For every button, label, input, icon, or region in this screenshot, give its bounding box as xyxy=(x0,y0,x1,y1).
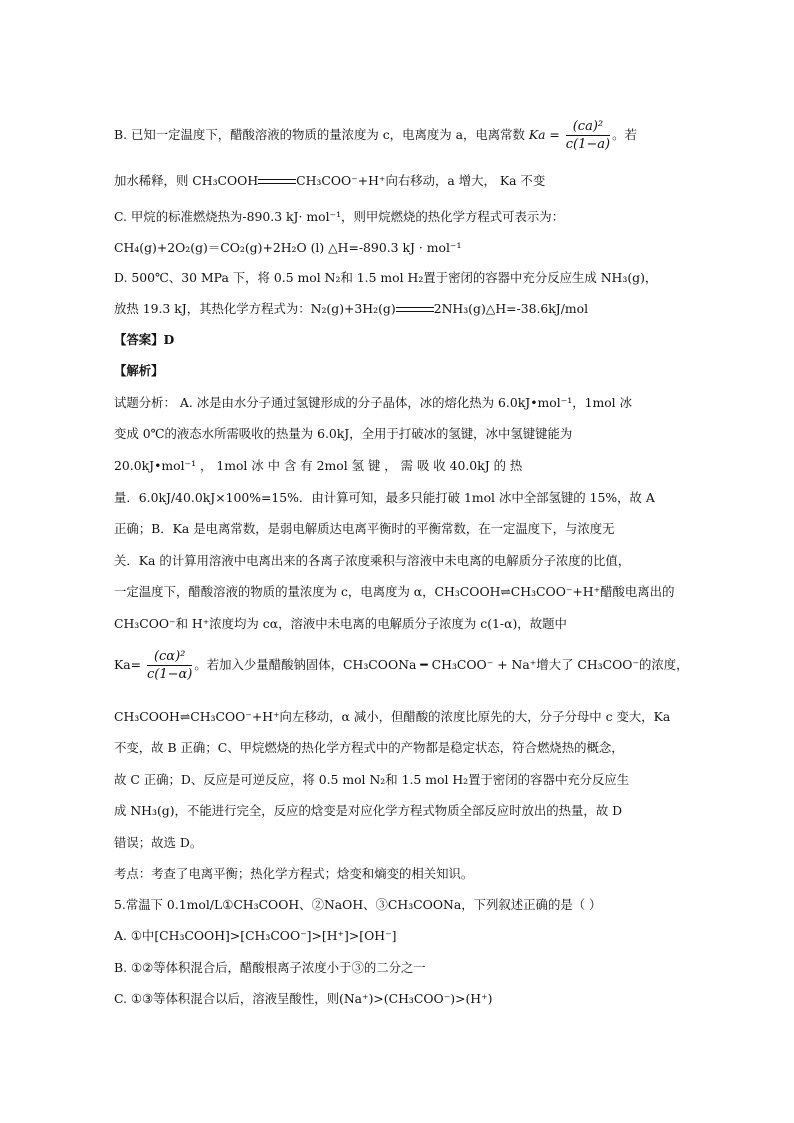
option-b-line2 xyxy=(114,175,545,187)
analysis-line: 故 C 正确；D、反应是可逆反应，将 0.5 mol N₂和 1.5 mol H₂置于密闭的容器中充分反应生 xyxy=(114,772,630,787)
option-d-line2 xyxy=(114,303,588,315)
analysis-line: 一定温度下，醋酸溶液的物质的量浓度为 c，电离度为 α，CH₃COOH⇌CH₃COO⁻+H⁺醋酸电离出的 xyxy=(114,584,675,599)
option-b-text: B. 已知一定温度下，醋酸溶液的物质的量浓度为 c，电离度为 a，电离常数 xyxy=(114,127,529,142)
ka-fraction-numerator: (ca)² xyxy=(566,120,610,136)
analysis-line: 试题分析： A. 冰是由水分子通过氢键形成的分子晶体，冰的熔化热为 6.0kJ•mol⁻¹，1mol 冰 xyxy=(114,395,632,410)
analysis-ka-line xyxy=(114,650,689,681)
analysis-line: 成 NH₃(g)，不能进行完全，反应的焓变是对应化学方程式物质全部反应时放出的热量，故 D xyxy=(114,803,623,818)
ka-label: Ka= xyxy=(114,657,142,672)
analysis-label: 【解析】 xyxy=(114,363,164,378)
analysis-line: CH₃COOH⇌CH₃COO⁻+H⁺向左移动，α 减小，但醋酸的浓度比原先的大，分子分母中 c 变大，Ka xyxy=(114,709,671,724)
answer-label: 【答案】D xyxy=(114,332,175,347)
equilibrium-arrow-icon xyxy=(258,178,296,185)
ka-symbol: Ka = xyxy=(528,127,560,142)
option-d-line2-a: 放热 19.3 kJ，其热化学方程式为：N₂(g)+3H₂(g) xyxy=(114,301,396,316)
analysis-line: 20.0kJ•mol⁻¹ ， 1mol 冰 中 含 有 2mol 氢 键 ， 需 吸 收 40.0kJ 的 热 xyxy=(114,458,523,473)
ka-fraction xyxy=(566,120,610,151)
ka-alpha-fraction xyxy=(147,650,192,681)
option-b-line1 xyxy=(114,120,637,151)
analysis-line: 关．Ka 的计算用溶液中电离出来的各离子浓度乘积与溶液中未电离的电解质分子浓度的比值， xyxy=(114,553,631,568)
ka-alpha-denominator: c(1−α) xyxy=(146,667,193,682)
ka-alpha-numerator: (cα)² xyxy=(147,650,192,666)
option-b-suffix: 。若 xyxy=(612,127,637,142)
ka-fraction-denominator: c(1−a) xyxy=(565,137,611,152)
question-5-stem: 5.常温下 0.1mol/L①CH₃COOH、②NaOH、③CH₃COONa，下列叙述正确的是（ ） xyxy=(114,897,602,912)
question-5-option-c: C. ①③等体积混合以后，溶液呈酸性，则(Na⁺)>(CH₃COO⁻)>(H⁺) xyxy=(114,991,493,1006)
option-d-line2-b: 2NH₃(g)△H=-38.6kJ/mol xyxy=(433,301,589,316)
analysis-line9-rest: 。若加入少量醋酸钠固体，CH₃COONa ━ CH₃COO⁻ + Na⁺增大了 CH₃COO⁻的浓度， xyxy=(194,657,689,672)
kaodian-line: 考点：考查了电离平衡；热化学方程式；焓变和熵变的相关知识。 xyxy=(114,866,474,881)
analysis-line: CH₃COO⁻和 H⁺浓度均为 cα，溶液中未电离的电解质分子浓度为 c(1-α)，故题中 xyxy=(114,616,567,631)
analysis-line: 不变，故 B 正确；C、甲烷燃烧的热化学方程式中的产物都是稳定状态，符合燃烧热的概念， xyxy=(114,740,624,755)
equilibrium-arrow-icon xyxy=(396,306,434,313)
option-c-equation: CH₄(g)+2O₂(g)＝CO₂(g)+2H₂O (l) △H=-890.3 kJ · mol⁻¹ xyxy=(114,240,462,255)
analysis-line: 错误；故选 D。 xyxy=(114,835,203,850)
question-5-option-b: B. ①②等体积混合后，醋酸根离子浓度小于③的二分之一 xyxy=(114,960,426,975)
option-c-line1: C. 甲烷的标准燃烧热为-890.3 kJ· mol⁻¹，则甲烷燃烧的热化学方程式可表示为： xyxy=(114,209,565,224)
option-b-line2-b: CH₃COO⁻+H⁺向右移动，a 增大， Ka 不变 xyxy=(296,173,546,188)
analysis-line: 变成 0℃的液态水所需吸收的热量为 6.0kJ，全用于打破冰的氢键，冰中氢键键能为 xyxy=(114,426,573,441)
analysis-line: 量．6.0kJ/40.0kJ×100%=15%．由计算可知，最多只能打破 1mol 冰中全部氢键的 15%，故 A xyxy=(114,490,655,505)
option-d-line1: D. 500℃、30 MPa 下，将 0.5 mol N₂和 1.5 mol H₂置于密闭的容器中充分反应生成 NH₃(g)， xyxy=(114,270,658,285)
option-b-line2-a: 加水稀释，则 CH₃COOH xyxy=(114,173,259,188)
question-5-option-a: A. ①中[CH₃COOH]>[CH₃COO⁻]>[H⁺]>[OH⁻] xyxy=(114,928,397,943)
analysis-line: 正确；B．Ka 是电离常数，是弱电解质达电离平衡时的平衡常数，在一定温度下，与浓度无 xyxy=(114,521,615,536)
